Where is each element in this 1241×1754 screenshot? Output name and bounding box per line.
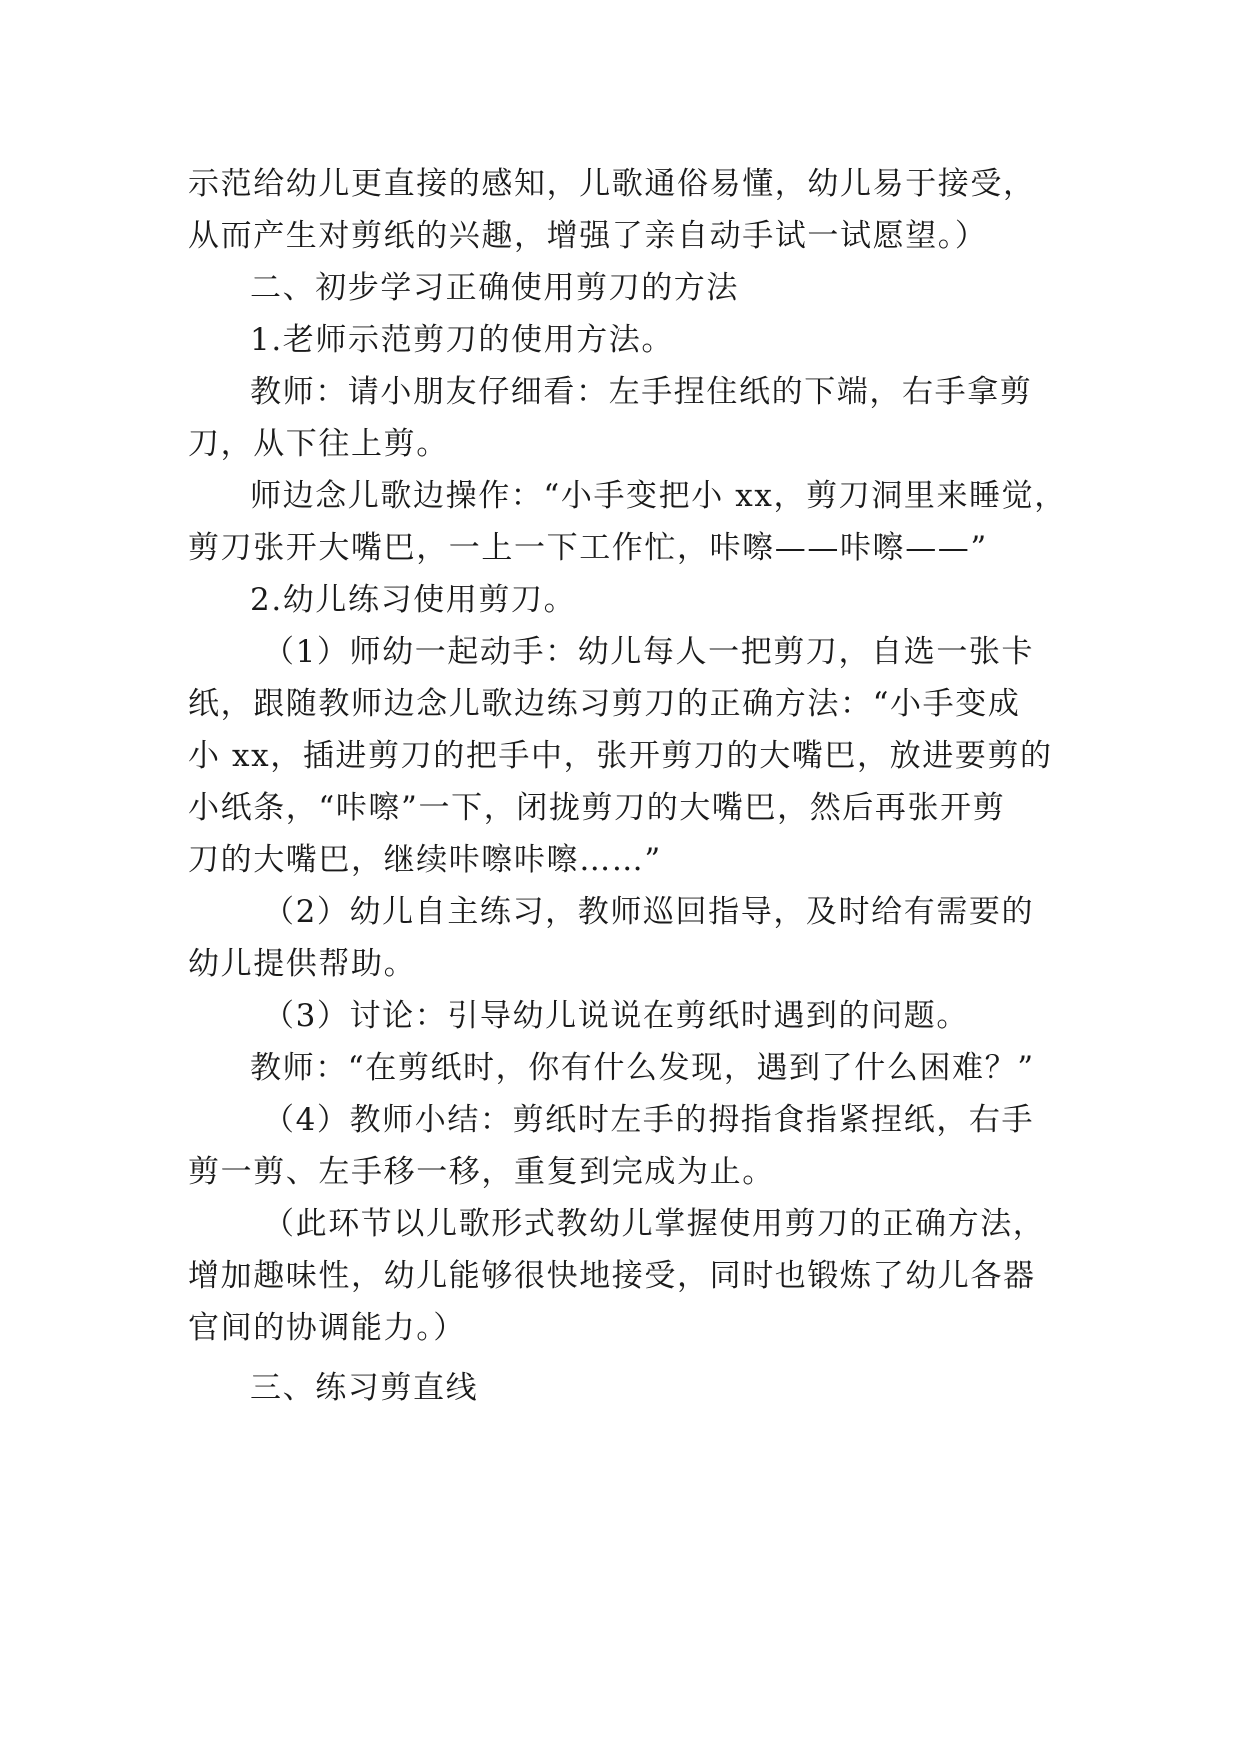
paragraph-line: 教师：请小朋友仔细看：左手捏住纸的下端，右手拿剪: [250, 374, 1033, 410]
paragraph-line: （1）师幼一起动手：幼儿每人一把剪刀，自选一张卡: [263, 634, 1035, 670]
subsection-heading: 1.老师示范剪刀的使用方法。: [250, 322, 674, 358]
paragraph-line: 小 xx，插进剪刀的把手中，张开剪刀的大嘴巴，放进要剪的: [188, 738, 1053, 774]
paragraph-line: 师边念儿歌边操作：“小手变把小 xx，剪刀洞里来睡觉，: [250, 478, 1067, 514]
paragraph-line: 教师：“在剪纸时，你有什么发现，遇到了什么困难？”: [250, 1050, 1035, 1086]
section-heading: 二、初步学习正确使用剪刀的方法: [250, 270, 739, 306]
paragraph-line: 小纸条，“咔嚓”一下，闭拢剪刀的大嘴巴，然后再张开剪: [188, 790, 1006, 826]
paragraph-line: 从而产生对剪纸的兴趣，增强了亲自动手试一试愿望。）: [188, 218, 988, 254]
paragraph-line: 增加趣味性，幼儿能够很快地接受，同时也锻炼了幼儿各器: [188, 1258, 1036, 1294]
paragraph-line: （3）讨论：引导幼儿说说在剪纸时遇到的问题。: [263, 998, 969, 1034]
paragraph-line: 纸，跟随教师边念儿歌边练习剪刀的正确方法：“小手变成: [188, 686, 1021, 722]
section-heading: 三、练习剪直线: [250, 1370, 479, 1406]
paragraph-line: 刀的大嘴巴，继续咔嚓咔嚓……”: [188, 842, 662, 878]
paragraph-line: 剪一剪、左手移一移，重复到完成为止。: [188, 1154, 775, 1190]
paragraph-line: （2）幼儿自主练习，教师巡回指导，及时给有需要的: [263, 894, 1035, 930]
paragraph-line: 示范给幼儿更直接的感知，儿歌通俗易懂，幼儿易于接受，: [188, 166, 1036, 202]
paragraph-line: （4）教师小结：剪纸时左手的拇指食指紧捏纸，右手: [263, 1102, 1035, 1138]
subsection-heading: 2.幼儿练习使用剪刀。: [250, 582, 577, 618]
paragraph-line: 剪刀张开大嘴巴，一上一下工作忙，咔嚓——咔嚓——”: [188, 530, 988, 566]
paragraph-line: 官间的协调能力。）: [188, 1310, 466, 1346]
paragraph-line: （此环节以儿歌形式教幼儿掌握使用剪刀的正确方法，: [263, 1206, 1046, 1242]
paragraph-line: 幼儿提供帮助。: [188, 946, 417, 982]
paragraph-line: 刀，从下往上剪。: [188, 426, 449, 462]
